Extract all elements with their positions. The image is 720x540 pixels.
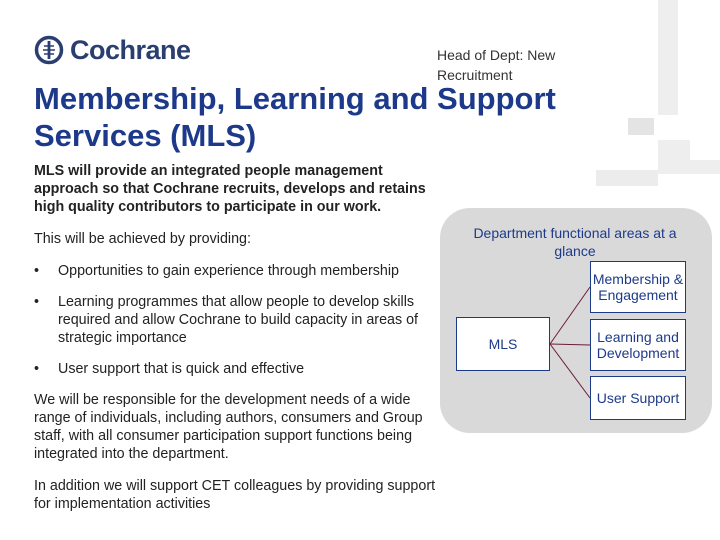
paragraph: We will be responsible for the development needs of a wide range of individuals, including authors, consumers and Group staff, with all consumer participation support functions being integrated into the department.: [34, 392, 423, 462]
diagram-node: Learning and Development: [590, 319, 686, 371]
diagram-center-node: MLS: [456, 317, 550, 371]
body-text: [34, 162, 444, 527]
decorative-block: [658, 140, 690, 174]
list-item: [34, 293, 444, 347]
page-title: Membership, Learning and Support Services (MLS): [34, 81, 556, 153]
diagram-node: User Support: [590, 376, 686, 420]
cochrane-logo-icon: [34, 35, 64, 65]
list-item: [34, 360, 444, 378]
list-item: [34, 262, 444, 280]
list-item-text: User support that is quick and effective: [58, 361, 305, 377]
bullet-icon: •: [34, 294, 40, 310]
list-item-text: Learning programmes that allow people to develop skills required and allow Cochrane to build capacity in areas of strategic importance: [58, 294, 419, 346]
bullet-icon: •: [34, 263, 40, 279]
role-label: Head of Dept: New Recruitment: [437, 47, 556, 83]
logo-text: Cochrane: [70, 34, 191, 65]
decorative-block: [690, 160, 720, 174]
cochrane-logo: [34, 33, 191, 67]
bullet-list: [34, 262, 444, 378]
paragraph: In addition we will support CET colleagues by providing support for implementation activities: [34, 478, 436, 512]
diagram-node: Membership & Engagement: [590, 261, 686, 313]
bullet-icon: •: [34, 361, 40, 377]
list-item-text: Opportunities to gain experience through membership: [58, 263, 399, 279]
diagram-title: Department functional areas at a glance: [473, 225, 677, 259]
intro-text: MLS will provide an integrated people management approach so that Cochrane recruits, develops and retains high quality contributors to participate in our work.: [34, 163, 426, 215]
decorative-block: [658, 0, 678, 115]
decorative-block: [596, 170, 658, 186]
lead-text: This will be achieved by providing:: [34, 231, 251, 247]
decorative-block: [628, 118, 654, 135]
